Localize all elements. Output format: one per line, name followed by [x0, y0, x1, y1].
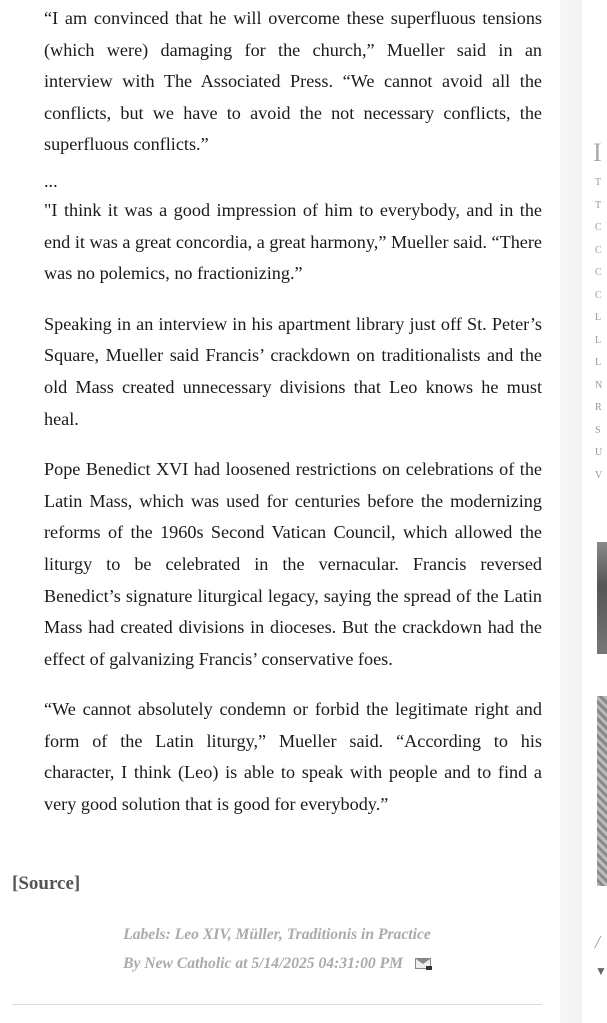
post-byline: [12, 949, 542, 978]
paragraph-latin-liturgy: “We cannot absolutely condemn or forbid the legitimate right and form of the Latin liturgy,” Mueller said. “According to his character, I think (Leo) is able to speak with people and to find a very good solution that is good for everybody.”: [44, 699, 542, 815]
at-word: at: [231, 955, 252, 972]
sidebar-image[interactable]: [597, 696, 607, 886]
email-post-icon[interactable]: [415, 958, 431, 969]
author-link[interactable]: New Catholic: [144, 955, 232, 972]
post-body: [44, 3, 542, 821]
sidebar-image[interactable]: [597, 542, 607, 654]
sidebar-item[interactable]: R: [595, 402, 602, 413]
post-footer: [12, 920, 542, 978]
sidebar-item[interactable]: L: [595, 357, 602, 368]
sidebar-item[interactable]: T: [595, 177, 602, 188]
sidebar-item[interactable]: C: [595, 267, 602, 278]
post-divider: [12, 1004, 542, 1005]
sidebar-item[interactable]: T: [595, 199, 602, 211]
sidebar: [582, 0, 607, 1023]
label-link[interactable]: Traditionis in Practice: [286, 926, 431, 943]
sidebar-item[interactable]: V: [595, 469, 603, 481]
paragraph-good-impression: "I think it was a good impression of him to everybody, and in the end it was a great concordia, a great harmony,” Mueller said. “There was no polemics, no fractionizing.”: [44, 199, 542, 284]
sidebar-item[interactable]: L: [595, 334, 602, 346]
paragraph-quote-convinced: “I am convinced that he will overcome these superfluous tensions (which were) damaging for the church,” Mueller said in an interview with The Associated Press. “We cannot avoid all the conflicts, but we have to avoid the not necessary conflicts, the superfluous conflicts.”: [44, 8, 542, 155]
source-link-container: [12, 873, 80, 895]
sidebar-item[interactable]: C: [595, 289, 602, 301]
sidebar-dropdown-arrow-icon[interactable]: ▼: [595, 964, 607, 978]
paragraph-ellipsis: ...: [44, 170, 58, 191]
sidebar-heading: I: [593, 138, 602, 167]
sidebar-list: [595, 172, 602, 487]
sidebar-item[interactable]: U: [595, 447, 603, 458]
sidebar-item[interactable]: C: [595, 244, 602, 256]
label-link[interactable]: Leo XIV: [174, 926, 228, 943]
source-link[interactable]: [Source]: [12, 873, 81, 894]
by-prefix: By: [123, 955, 145, 972]
sidebar-shadow: [560, 0, 582, 1023]
sidebar-item[interactable]: S: [595, 424, 601, 436]
sidebar-text-fragment: /: [595, 932, 601, 952]
paragraph-benedict: Pope Benedict XVI had loosened restrictions on celebrations of the Latin Mass, which was used for centuries before the modernizing reforms of the 1960s Second Vatican Council, which allowed the liturgy to be celebrated in the vernacular. Francis reversed Benedict’s signature liturgical legacy, saying the spread of the Latin Mass had created divisions in dioceses. But the crackdown had the effect of galvanizing Francis’ conservative foes.: [44, 459, 542, 669]
label-link[interactable]: Müller: [235, 926, 279, 943]
paragraph-apartment-library: Speaking in an interview in his apartment library just off St. Peter’s Square, Mueller said Francis’ crackdown on traditionalists and the old Mass created unnecessary divisions that Leo knows he must heal.: [44, 313, 542, 429]
labels-prefix: Labels:: [123, 926, 175, 943]
sidebar-item[interactable]: C: [595, 222, 602, 233]
sidebar-item[interactable]: L: [595, 312, 602, 323]
post-labels: Labels: Leo XIV, Müller, Traditionis in Practice: [123, 926, 431, 943]
timestamp-link[interactable]: 5/14/2025 04:31:00 PM: [251, 955, 403, 972]
sidebar-item[interactable]: N: [595, 379, 603, 391]
